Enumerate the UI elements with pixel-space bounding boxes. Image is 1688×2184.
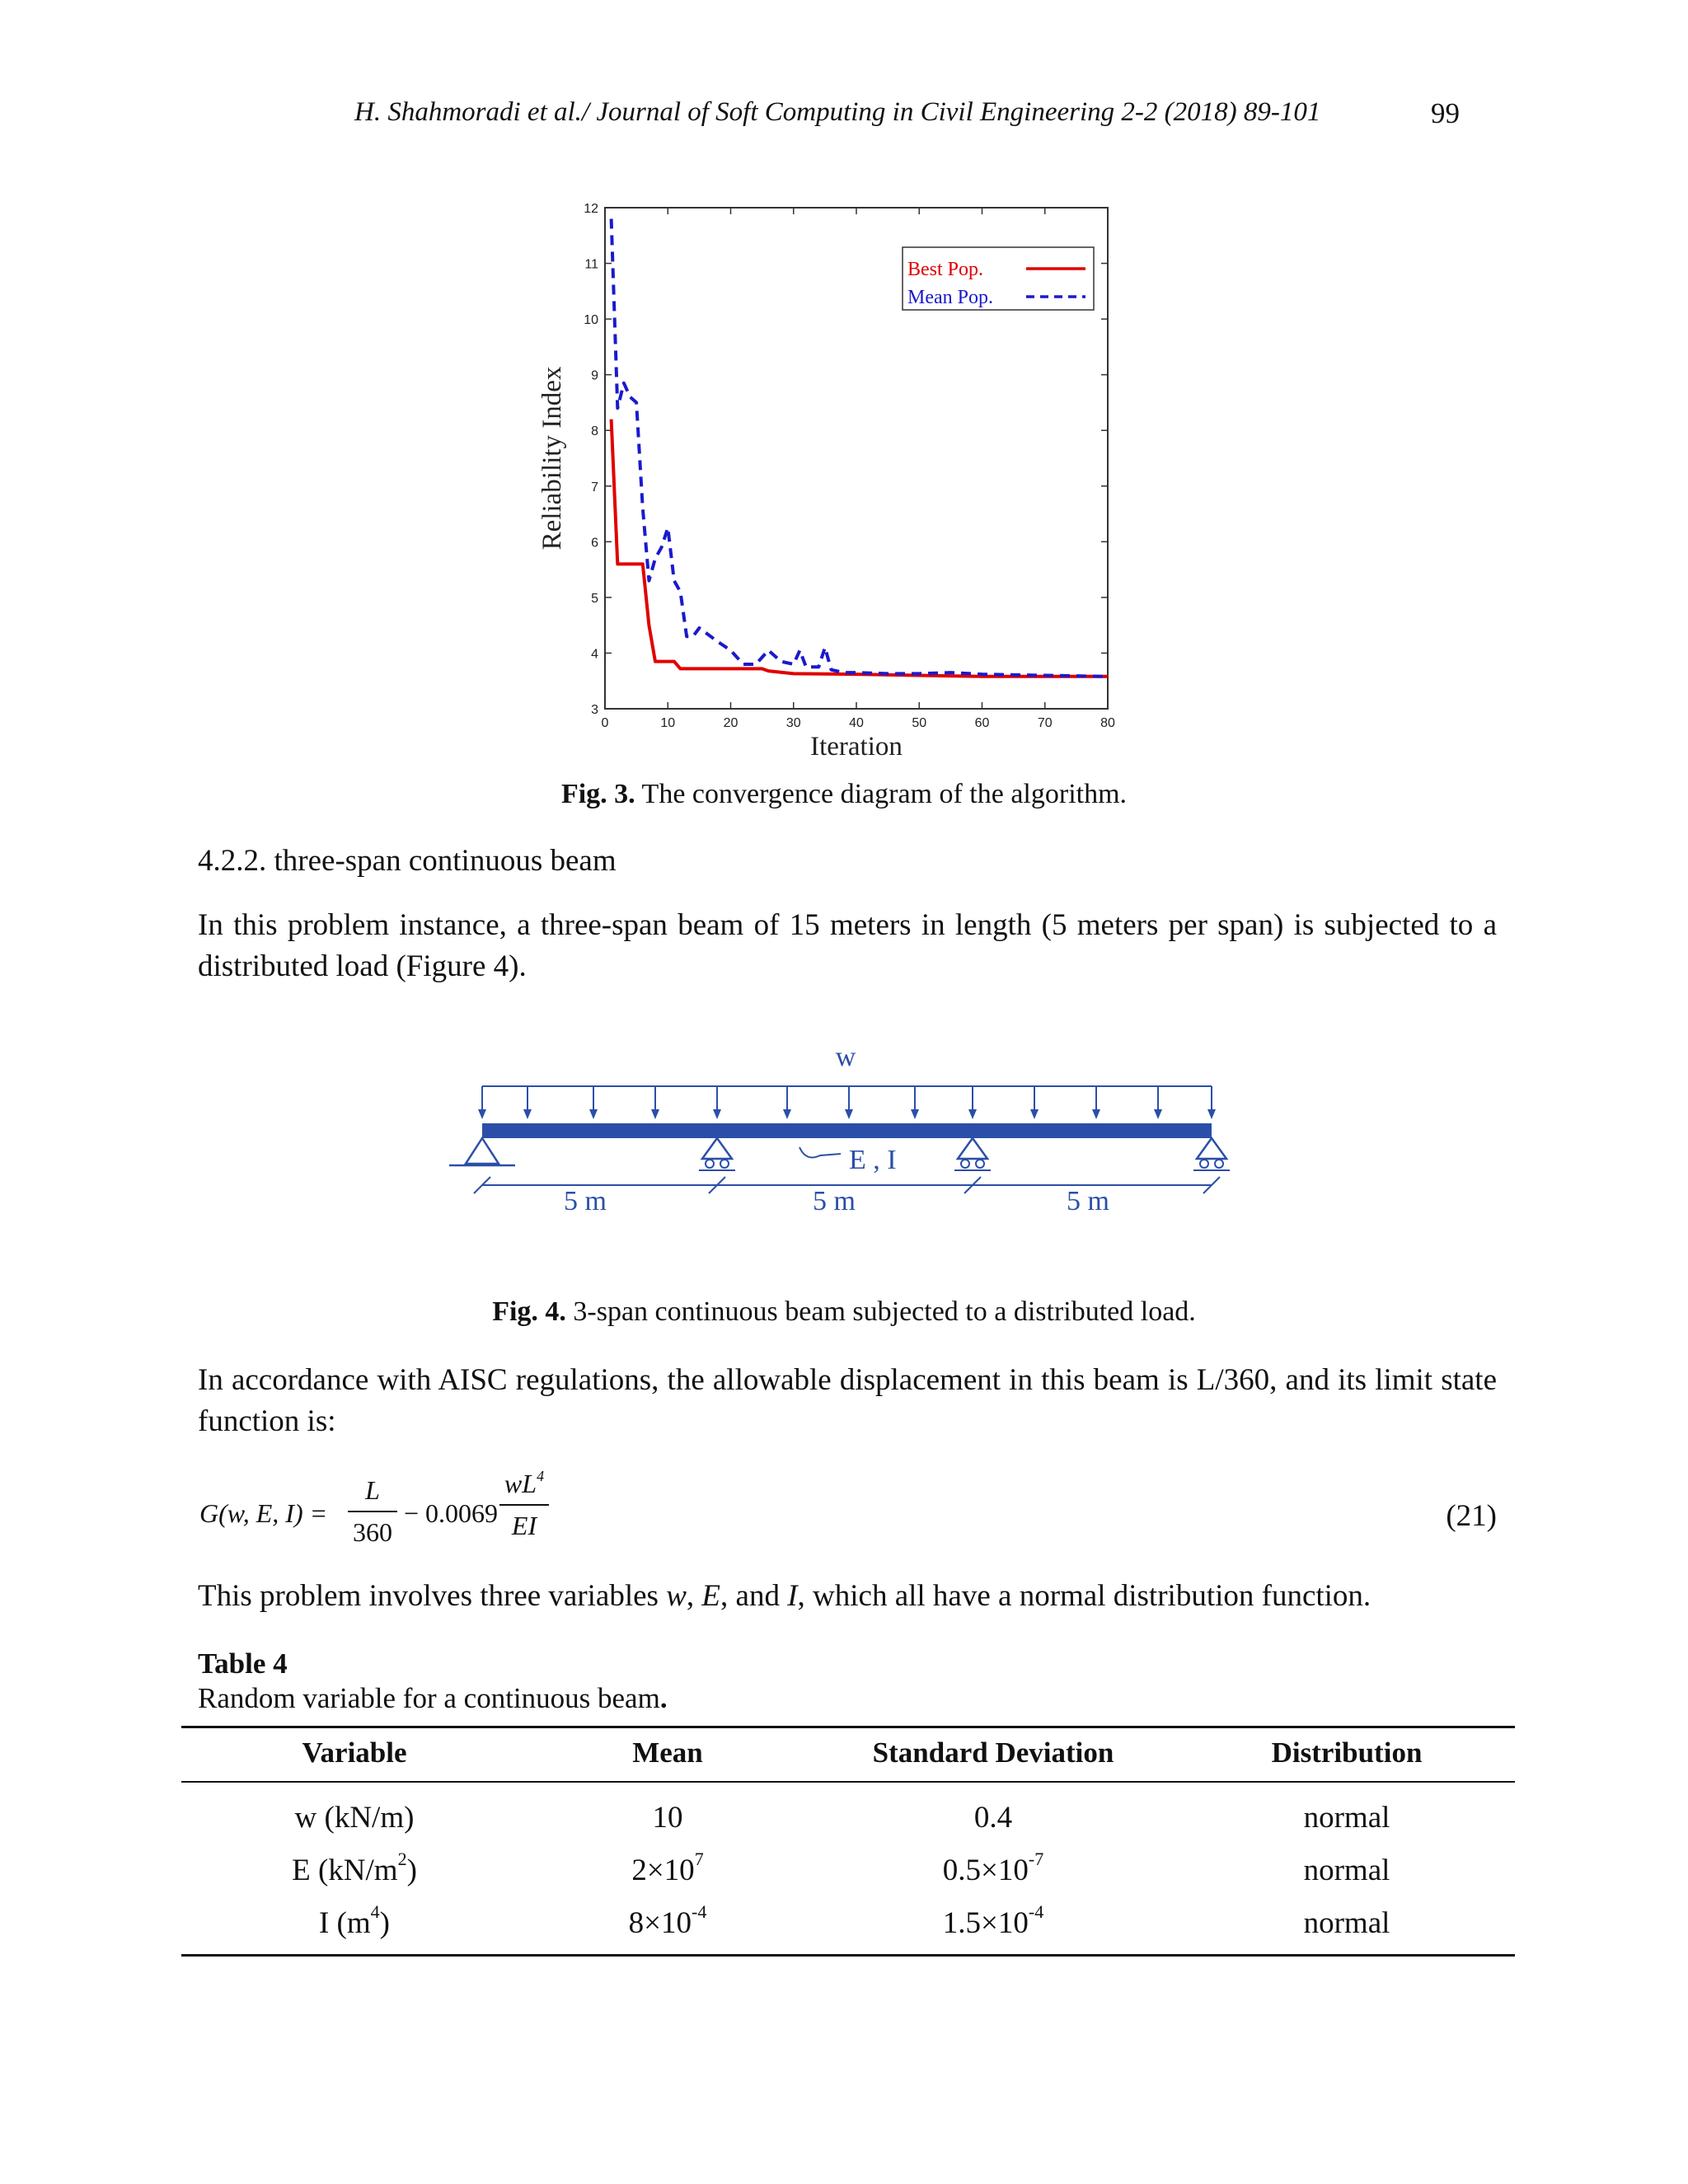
roller-wheel: [1215, 1160, 1223, 1168]
cell-variable: [181, 1844, 528, 1896]
variables-text-1: This problem involves three variables: [198, 1579, 667, 1613]
y-tick-label: 8: [591, 424, 598, 439]
x-tick-label: 40: [849, 716, 864, 730]
roller-wheel: [720, 1160, 729, 1168]
cell-mean: [528, 1896, 808, 1956]
roller-wheel: [961, 1160, 969, 1168]
cell-mean-text: 10: [652, 1800, 683, 1835]
roller-support: [958, 1138, 987, 1159]
intro-paragraph: In this problem instance, a three-span beam of 15 meters in length (5 meters per span) is subjected to a distributed load (Figure 4).: [198, 908, 1497, 983]
x-tick-label: 60: [974, 716, 990, 730]
cell-sd-text: 1.5×10: [942, 1905, 1029, 1940]
y-tick-label: 4: [591, 647, 598, 662]
x-tick-label: 20: [723, 716, 738, 730]
cell-variable: [181, 1896, 528, 1956]
figure-3-caption-text: The convergence diagram of the algorithm.: [635, 779, 1128, 809]
cell-mean-exponent: 7: [694, 1848, 704, 1869]
load-label: w: [835, 1042, 856, 1072]
y-tick-label: 6: [591, 536, 598, 551]
cell-variable-text: w (kN/m): [294, 1800, 415, 1835]
cell-variable-exponent: 2: [397, 1848, 407, 1869]
equation-coefficient: − 0.0069: [404, 1498, 499, 1528]
table-row: [181, 1782, 1515, 1844]
equation-lhs: G(w, E, I) =: [199, 1498, 328, 1528]
section-heading: 4.2.2. three-span continuous beam: [198, 844, 617, 878]
fraction-L-over-360: [348, 1475, 397, 1548]
table-4-title: [198, 1647, 668, 1716]
variables-text-3: , and: [720, 1579, 788, 1613]
legend-entry-label: Mean Pop.: [907, 287, 993, 308]
cell-sd-exponent: -7: [1028, 1848, 1044, 1869]
span-label-2: 5 m: [813, 1186, 856, 1216]
header-variable: Variable: [181, 1727, 528, 1783]
x-tick-label: 80: [1100, 716, 1115, 730]
table-row: [181, 1896, 1515, 1956]
cell-sd: [808, 1896, 1179, 1956]
cell-variable-text: E (kN/m: [292, 1853, 398, 1887]
cell-variable: [181, 1782, 528, 1844]
y-tick-label: 11: [584, 257, 598, 272]
variable-E: E: [701, 1579, 721, 1613]
y-tick-label: 5: [591, 591, 598, 606]
limit-state-paragraph: In accordance with AISC regulations, the allowable displacement in this beam is L/360, and its limit state function is:: [198, 1363, 1497, 1438]
cell-variable-exponent: 4: [370, 1900, 380, 1922]
cell-distribution: normal: [1303, 1800, 1390, 1835]
pin-support: [466, 1138, 499, 1164]
cell-variable-text: I (m: [318, 1905, 371, 1940]
property-label: E , I: [849, 1145, 897, 1175]
table-4: [181, 1726, 1515, 1957]
running-header: [0, 97, 1688, 138]
cell-sd-text: 0.4: [973, 1800, 1013, 1835]
header-standard-deviation: Standard Deviation: [808, 1727, 1179, 1783]
cell-mean: [528, 1844, 808, 1896]
x-tick-label: 10: [660, 716, 676, 730]
fraction-wL4-over-EI: [499, 1469, 549, 1541]
figure-3-caption-label: Fig. 3.: [560, 779, 635, 809]
roller-support: [702, 1138, 732, 1159]
table-4-caption-end: .: [659, 1682, 668, 1714]
convergence-chart: [528, 198, 1146, 775]
page-number: 99: [1431, 97, 1460, 129]
roller-wheel: [976, 1160, 984, 1168]
cell-sd-exponent: -4: [1028, 1900, 1044, 1922]
table-4-label: Table 4: [198, 1647, 288, 1680]
cell-sd: [808, 1844, 1179, 1896]
beam-body: [482, 1123, 1212, 1138]
y-tick-label: 10: [584, 313, 598, 328]
equation-number: (21): [1446, 1499, 1497, 1533]
series-line-best-pop: [612, 419, 1108, 677]
variables-text-4: , which all have a normal distribution function.: [797, 1579, 1372, 1613]
legend-entry-label: Best Pop.: [907, 259, 984, 280]
figure-3-caption: [0, 779, 1688, 810]
equation-21: [198, 1468, 1497, 1566]
fraction-2-denominator: EI: [511, 1511, 537, 1540]
cell-mean-exponent: -4: [692, 1900, 707, 1922]
table-row: [181, 1844, 1515, 1896]
fraction-2-numerator: [499, 1469, 549, 1499]
cell-mean-text: 8×10: [628, 1905, 692, 1940]
variables-paragraph: [198, 1576, 1497, 1617]
variable-w: w: [666, 1579, 687, 1613]
table-header-row: [181, 1727, 1515, 1783]
cell-variable-end: ): [379, 1905, 390, 1940]
span-label-1: 5 m: [564, 1186, 607, 1216]
cell-mean: [528, 1782, 808, 1844]
figure-4-caption-text: 3-span continuous beam subjected to a distributed load.: [565, 1296, 1196, 1327]
fraction-2-exponent: 4: [537, 1468, 545, 1484]
header-distribution: Distribution: [1179, 1727, 1515, 1783]
roller-support: [1197, 1138, 1226, 1159]
x-tick-label: 50: [912, 716, 927, 730]
cell-distribution: normal: [1303, 1853, 1390, 1887]
table-4-caption: [198, 1681, 668, 1716]
figure-4: [445, 1038, 1236, 1253]
x-axis-label: Iteration: [810, 732, 903, 762]
y-tick-label: 12: [584, 202, 598, 216]
table-4-caption-text: Random variable for a continuous beam: [198, 1682, 660, 1714]
y-tick-label: 3: [591, 703, 598, 717]
x-tick-label: 30: [785, 716, 801, 730]
fraction-2-bar: [499, 1504, 549, 1506]
variable-I: I: [787, 1579, 798, 1613]
beam-diagram: [445, 1038, 1236, 1253]
cell-sd: [808, 1782, 1179, 1844]
figure-3: [528, 198, 1146, 775]
fraction-1-denominator: 360: [353, 1517, 392, 1547]
y-tick-label: 9: [591, 368, 598, 383]
cell-sd-text: 0.5×10: [942, 1853, 1029, 1887]
fraction-1-bar: [348, 1511, 397, 1512]
span-label-3: 5 m: [1067, 1186, 1109, 1216]
x-tick-label: 0: [601, 716, 609, 730]
y-tick-label: 7: [591, 480, 598, 494]
header-mean: Mean: [528, 1727, 808, 1783]
cell-distribution: normal: [1179, 1896, 1515, 1956]
fraction-2-numerator-text: wL: [504, 1469, 537, 1498]
cell-mean-text: 2×10: [631, 1853, 695, 1887]
y-axis-label: Reliability Index: [537, 366, 567, 551]
fraction-1-numerator: L: [365, 1475, 380, 1505]
x-tick-label: 70: [1037, 716, 1053, 730]
running-title: H. Shahmoradi et al./ Journal of Soft Computing in Civil Engineering 2-2 (2018) 89-101: [354, 97, 1321, 127]
cell-variable-end: ): [406, 1853, 417, 1887]
variables-text-2: ,: [686, 1579, 702, 1613]
figure-4-caption: [0, 1296, 1688, 1328]
roller-wheel: [1200, 1160, 1208, 1168]
figure-4-caption-label: Fig. 4.: [492, 1296, 566, 1327]
property-leader: [799, 1147, 841, 1157]
roller-wheel: [706, 1160, 714, 1168]
